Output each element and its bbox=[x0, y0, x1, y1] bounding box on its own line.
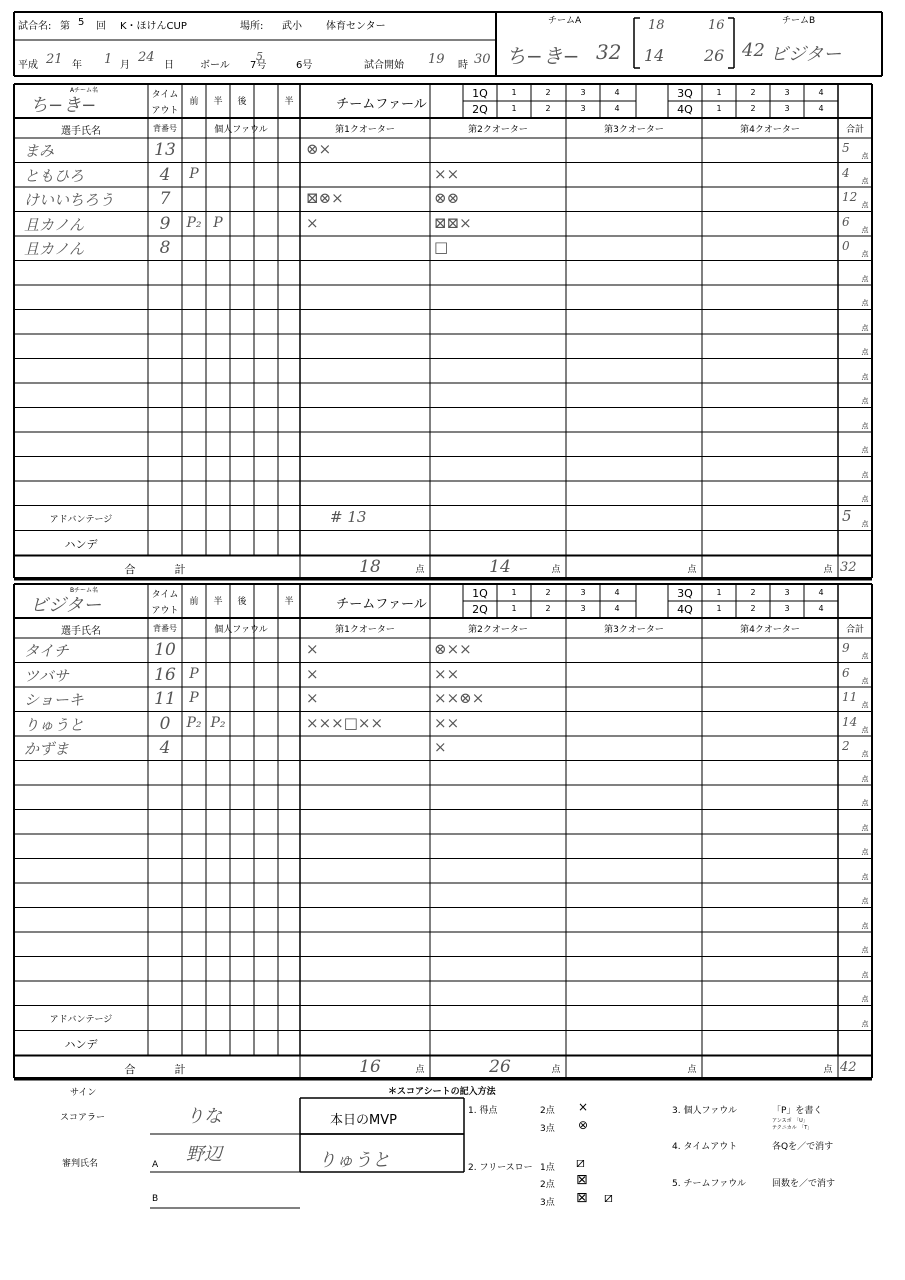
player-number: 9 bbox=[159, 213, 171, 234]
number-header: 背番号 bbox=[153, 624, 177, 633]
team-foul-label: チームファール bbox=[336, 97, 427, 112]
point-mark: 点 bbox=[861, 323, 869, 332]
howto-item-2a: 1点 bbox=[540, 1163, 555, 1173]
tf-num: 1 bbox=[716, 88, 722, 97]
result-team-a: ち−き− bbox=[506, 44, 580, 68]
team-name-label: Bチーム名 bbox=[69, 587, 99, 594]
timeout-label: タイム bbox=[151, 90, 179, 100]
player-total: 11 bbox=[842, 690, 858, 704]
player-name: かずま bbox=[24, 740, 70, 758]
ball-a-circle: 5 bbox=[256, 50, 263, 63]
howto-item-2: 2. フリースロー bbox=[468, 1163, 533, 1173]
point-mark: 点 bbox=[861, 946, 869, 954]
point-mark: 点 bbox=[861, 750, 869, 758]
match-number: 5 bbox=[78, 17, 85, 28]
tf-num: 1 bbox=[716, 604, 722, 613]
player-q1-score: × bbox=[306, 640, 319, 658]
place-2: 体育センター bbox=[326, 21, 386, 32]
point-mark: 点 bbox=[861, 725, 869, 734]
howto-item-2b: 2点 bbox=[540, 1180, 555, 1190]
team-b-label: チームB bbox=[782, 16, 816, 26]
era: 平成 bbox=[18, 60, 38, 71]
player-name: まみ bbox=[24, 142, 55, 160]
player-total: 12 bbox=[842, 190, 858, 204]
match-no-pre: 第 bbox=[60, 21, 70, 32]
tf-num: 4 bbox=[614, 604, 620, 613]
hour-label: 時 bbox=[458, 60, 468, 71]
sum-point-q1: 点 bbox=[415, 564, 425, 575]
howto-item-5v: 回数を／で消す bbox=[772, 1179, 836, 1189]
tf-num: 2 bbox=[545, 104, 551, 113]
sum-point-q4: 点 bbox=[823, 564, 833, 575]
ball-a: 7号 bbox=[250, 60, 267, 71]
month: 1 bbox=[104, 52, 113, 67]
advantage-q1: # 13 bbox=[330, 507, 367, 526]
point-mark: 点 bbox=[861, 799, 869, 807]
q4-header: 第4クオーター bbox=[740, 625, 800, 635]
tf-3q: 3Q bbox=[677, 87, 693, 100]
sign-label: サイン bbox=[70, 1088, 97, 1098]
player-q1-score: × bbox=[306, 213, 319, 232]
tf-num: 4 bbox=[614, 104, 620, 113]
half-b-2: 26 bbox=[704, 46, 725, 65]
player-q2-score: □ bbox=[434, 238, 449, 256]
crossed-box-icon-2: ⊠ bbox=[576, 1190, 588, 1206]
point-mark: 点 bbox=[861, 897, 869, 905]
tf-2q: 2Q bbox=[472, 603, 488, 616]
point-mark: 点 bbox=[861, 970, 869, 979]
player-name: ショーキ bbox=[24, 691, 84, 709]
point-mark: 点 bbox=[861, 1019, 869, 1028]
ball-label: ボール bbox=[200, 60, 230, 71]
point-mark: 点 bbox=[861, 299, 869, 307]
result-team-b: ビジター bbox=[770, 44, 842, 65]
point-mark: 点 bbox=[861, 250, 869, 258]
tf-num: 1 bbox=[511, 588, 517, 597]
sum-point-q4: 点 bbox=[823, 1064, 833, 1075]
personal-foul-header: 個人ファウル bbox=[214, 125, 268, 135]
player-number: 13 bbox=[154, 140, 176, 160]
tf-4q: 4Q bbox=[677, 103, 693, 116]
point-mark: 点 bbox=[861, 823, 869, 832]
scorer-label: スコアラー bbox=[60, 1113, 106, 1123]
point-mark: 点 bbox=[861, 495, 869, 503]
player-number: 0 bbox=[159, 713, 171, 734]
advantage-label: アドバンテージ bbox=[49, 514, 113, 525]
sum-total: 32 bbox=[840, 559, 857, 575]
second-half-label: 後 bbox=[237, 597, 247, 607]
point-mark: 点 bbox=[861, 774, 869, 783]
howto-item-1a: 2点 bbox=[540, 1106, 555, 1116]
timeout-label-2: アウト bbox=[151, 106, 179, 116]
ball-b: 6号 bbox=[296, 60, 313, 71]
month-suffix: 月 bbox=[120, 60, 130, 71]
player-name: タイチ bbox=[24, 642, 69, 660]
personal-foul-header: 個人ファウル bbox=[214, 625, 268, 635]
point-mark: 点 bbox=[861, 397, 869, 405]
howto-item-5: 5. チームファウル bbox=[672, 1179, 746, 1189]
match-label: 試合名: bbox=[18, 21, 52, 32]
place-label: 場所: bbox=[240, 21, 264, 32]
timeout-label: タイム bbox=[151, 590, 179, 600]
player-q1-score: × bbox=[306, 664, 319, 683]
advantage-label: アドバンテージ bbox=[49, 1014, 113, 1025]
year-suffix: 年 bbox=[72, 60, 82, 71]
half-label: 半 bbox=[213, 597, 223, 607]
second-half-label: 後 bbox=[237, 97, 247, 107]
tf-num: 2 bbox=[750, 604, 756, 613]
q3-header: 第3クオーター bbox=[604, 125, 664, 135]
team-name: ビジター bbox=[30, 595, 102, 616]
point-mark: 点 bbox=[861, 201, 869, 209]
cross-icon: × bbox=[578, 1100, 589, 1114]
player-total: 6 bbox=[842, 214, 850, 229]
total-header: 合計 bbox=[845, 625, 864, 635]
player-total: 5 bbox=[842, 141, 850, 155]
tf-num: 3 bbox=[580, 604, 586, 613]
howto-item-2c: 3点 bbox=[540, 1198, 555, 1208]
tf-1q: 1Q bbox=[472, 587, 488, 600]
point-mark: 点 bbox=[861, 701, 869, 709]
player-number: 16 bbox=[154, 664, 176, 685]
player-foul-1: P bbox=[189, 665, 199, 682]
player-q2-score: ⊗⊗ bbox=[434, 189, 460, 207]
tf-num: 4 bbox=[818, 604, 824, 613]
player-name: 且カノん bbox=[24, 240, 85, 258]
tf-num: 2 bbox=[545, 588, 551, 597]
player-q1-score: × bbox=[306, 689, 319, 707]
tf-num: 1 bbox=[511, 104, 517, 113]
howto-item-4v: 各Qを／で消す bbox=[772, 1142, 834, 1152]
point-mark: 点 bbox=[861, 921, 869, 930]
place: 武小 bbox=[282, 21, 302, 32]
tf-num: 2 bbox=[750, 588, 756, 597]
q2-header: 第2クオーター bbox=[468, 125, 528, 135]
tf-num: 2 bbox=[750, 104, 756, 113]
player-number: 8 bbox=[159, 238, 171, 258]
referee-a-label: A bbox=[152, 1160, 159, 1170]
player-number: 7 bbox=[159, 189, 171, 209]
player-name: 且カノん bbox=[24, 215, 85, 234]
howto-item-4: 4. タイムアウト bbox=[672, 1142, 738, 1152]
player-name: けいいちろう bbox=[24, 191, 115, 209]
tf-num: 3 bbox=[784, 604, 790, 613]
point-mark: 点 bbox=[861, 225, 869, 234]
tf-num: 2 bbox=[545, 604, 551, 613]
tf-2q: 2Q bbox=[472, 103, 488, 116]
player-q2-score: ×× bbox=[434, 164, 460, 183]
player-total: 4 bbox=[842, 165, 850, 180]
team-foul-label: チームファール bbox=[336, 597, 427, 612]
tf-num: 1 bbox=[716, 104, 722, 113]
total-header: 合計 bbox=[845, 125, 864, 135]
sum-point-q3: 点 bbox=[687, 1064, 697, 1075]
player-name-header: 選手氏名 bbox=[61, 626, 101, 637]
point-mark: 点 bbox=[861, 652, 869, 660]
tf-4q: 4Q bbox=[677, 603, 693, 616]
point-mark: 点 bbox=[861, 848, 869, 856]
point-mark: 点 bbox=[861, 470, 869, 479]
tf-num: 3 bbox=[784, 104, 790, 113]
day: 24 bbox=[138, 50, 155, 65]
point-mark: 点 bbox=[861, 348, 869, 356]
player-name: りゅうと bbox=[24, 715, 85, 734]
result-score-a: 32 bbox=[596, 40, 622, 64]
player-total: 0 bbox=[842, 239, 850, 253]
point-mark: 点 bbox=[861, 872, 869, 881]
tf-num: 3 bbox=[580, 588, 586, 597]
tf-num: 3 bbox=[580, 88, 586, 97]
howto-item-3: 3. 個人ファウル bbox=[672, 1106, 737, 1116]
referee-a-name: 野辺 bbox=[186, 1144, 222, 1165]
tf-num: 1 bbox=[511, 604, 517, 613]
player-q2-score: × bbox=[434, 738, 447, 756]
point-mark: 点 bbox=[861, 421, 869, 430]
tf-num: 2 bbox=[545, 88, 551, 97]
sum-point-q2: 点 bbox=[551, 1064, 561, 1075]
howto-title: ＊スコアシートの記入方法 bbox=[388, 1087, 496, 1097]
tf-3q: 3Q bbox=[677, 587, 693, 600]
tf-num: 4 bbox=[818, 104, 824, 113]
circled-cross-icon: ⊗ bbox=[578, 1118, 589, 1132]
point-mark: 点 bbox=[861, 519, 869, 528]
sum-q2: 14 bbox=[489, 556, 511, 577]
player-number: 4 bbox=[159, 738, 171, 758]
tf-num: 3 bbox=[580, 104, 586, 113]
player-number: 11 bbox=[154, 689, 176, 709]
handicap-label: ハンデ bbox=[64, 537, 98, 551]
howto-item-3v: 「P」を書く bbox=[772, 1106, 823, 1116]
player-q2-score: ⊠⊠× bbox=[434, 213, 472, 232]
tf-num: 1 bbox=[716, 588, 722, 597]
player-q1-score: ⊗× bbox=[306, 140, 332, 158]
player-name: ともひろ bbox=[24, 166, 85, 185]
slashed-box-icon-2: ⧄ bbox=[604, 1190, 613, 1206]
team-a-label: チームA bbox=[548, 16, 582, 26]
match-name: K・ほけんCUP bbox=[120, 21, 187, 32]
tf-num: 2 bbox=[750, 88, 756, 97]
mvp-name: りゅうと bbox=[318, 1150, 390, 1171]
point-mark: 点 bbox=[861, 176, 869, 185]
sum-label-2: 計 bbox=[174, 562, 186, 576]
sum-q2: 26 bbox=[489, 1056, 511, 1077]
player-name-header: 選手氏名 bbox=[61, 126, 101, 137]
mvp-label: 本日のMVP bbox=[330, 1113, 397, 1128]
player-q1-score: ⊠⊗× bbox=[306, 189, 344, 207]
number-header: 背番号 bbox=[153, 124, 177, 133]
q1-header: 第1クオーター bbox=[335, 625, 395, 635]
tf-num: 1 bbox=[511, 88, 517, 97]
player-name: ツバサ bbox=[24, 666, 69, 685]
player-foul-1: P₂ bbox=[186, 214, 202, 231]
howto-item-3s1: アンスポ 「U」 bbox=[772, 1118, 808, 1124]
player-q2-score: ⊗×× bbox=[434, 640, 472, 658]
result-score-b: 42 bbox=[742, 40, 765, 61]
sum-label-1: 合 bbox=[124, 1062, 136, 1076]
point-mark: 点 bbox=[861, 995, 869, 1003]
first-half-label: 前 bbox=[189, 97, 199, 107]
sum-point-q1: 点 bbox=[415, 1064, 425, 1075]
player-total: 9 bbox=[842, 641, 850, 655]
player-q2-score: ×× bbox=[434, 713, 460, 732]
sum-q1: 18 bbox=[359, 556, 381, 577]
tf-1q: 1Q bbox=[472, 87, 488, 100]
sum-point-q3: 点 bbox=[687, 564, 697, 575]
point-mark: 点 bbox=[861, 676, 869, 685]
player-total: 14 bbox=[842, 714, 858, 729]
match-no-post: 回 bbox=[96, 21, 106, 32]
half-a-2: 14 bbox=[644, 46, 665, 65]
sum-point-q2: 点 bbox=[551, 564, 561, 575]
tf-num: 3 bbox=[784, 588, 790, 597]
tf-num: 4 bbox=[818, 88, 824, 97]
player-q1-score: ×××□×× bbox=[306, 713, 384, 732]
point-mark: 点 bbox=[861, 152, 869, 160]
half-a-1: 18 bbox=[648, 18, 665, 33]
half-label-2: 半 bbox=[284, 597, 294, 607]
referee-b-label: B bbox=[152, 1194, 159, 1204]
howto-item-1: 1. 得点 bbox=[468, 1106, 498, 1116]
player-foul-1: P₂ bbox=[186, 714, 202, 731]
point-mark: 点 bbox=[861, 372, 869, 381]
scorer-name: りな bbox=[186, 1106, 222, 1127]
player-foul-2: P bbox=[213, 214, 223, 231]
team-name-label: Aチーム名 bbox=[69, 87, 99, 94]
player-number: 10 bbox=[154, 640, 176, 660]
sum-label-1: 合 bbox=[124, 562, 136, 576]
tf-num: 4 bbox=[818, 588, 824, 597]
half-label: 半 bbox=[213, 97, 223, 107]
sum-total: 42 bbox=[840, 1059, 857, 1075]
referee-label: 審判氏名 bbox=[62, 1159, 99, 1169]
sum-label-2: 計 bbox=[174, 1062, 186, 1076]
crossed-box-icon: ⊠ bbox=[576, 1172, 588, 1188]
timeout-label-2: アウト bbox=[151, 606, 179, 616]
start-minute: 30 bbox=[474, 52, 491, 67]
point-mark: 点 bbox=[861, 446, 869, 454]
slashed-box-icon: ⧄ bbox=[576, 1155, 585, 1171]
handicap-label: ハンデ bbox=[64, 1037, 98, 1051]
q1-header: 第1クオーター bbox=[335, 125, 395, 135]
player-foul-1: P bbox=[189, 690, 199, 706]
day-suffix: 日 bbox=[164, 60, 174, 71]
sum-q1: 16 bbox=[359, 1056, 381, 1077]
player-foul-1: P bbox=[189, 165, 199, 182]
q4-header: 第4クオーター bbox=[740, 125, 800, 135]
player-q2-score: ×× bbox=[434, 664, 460, 683]
tf-num: 4 bbox=[614, 88, 620, 97]
point-mark: 点 bbox=[861, 274, 869, 283]
team-name: ち−き− bbox=[30, 95, 97, 116]
year: 21 bbox=[46, 52, 63, 67]
howto-item-3s2: テクニカル 「T」 bbox=[772, 1125, 813, 1131]
q3-header: 第3クオーター bbox=[604, 625, 664, 635]
tf-num: 4 bbox=[614, 588, 620, 597]
q2-header: 第2クオーター bbox=[468, 625, 528, 635]
player-foul-2: P₂ bbox=[210, 714, 226, 731]
half-label-2: 半 bbox=[284, 97, 294, 107]
start-label: 試合開始 bbox=[364, 60, 404, 71]
half-b-1: 16 bbox=[708, 18, 725, 33]
player-number: 4 bbox=[159, 164, 171, 185]
howto-item-1b: 3点 bbox=[540, 1124, 555, 1134]
player-q2-score: ××⊗× bbox=[434, 689, 485, 707]
advantage-total: 5 bbox=[842, 506, 852, 525]
tf-num: 3 bbox=[784, 88, 790, 97]
player-total: 2 bbox=[842, 739, 850, 753]
first-half-label: 前 bbox=[189, 597, 199, 607]
player-total: 6 bbox=[842, 665, 850, 680]
start-hour: 19 bbox=[428, 52, 445, 67]
